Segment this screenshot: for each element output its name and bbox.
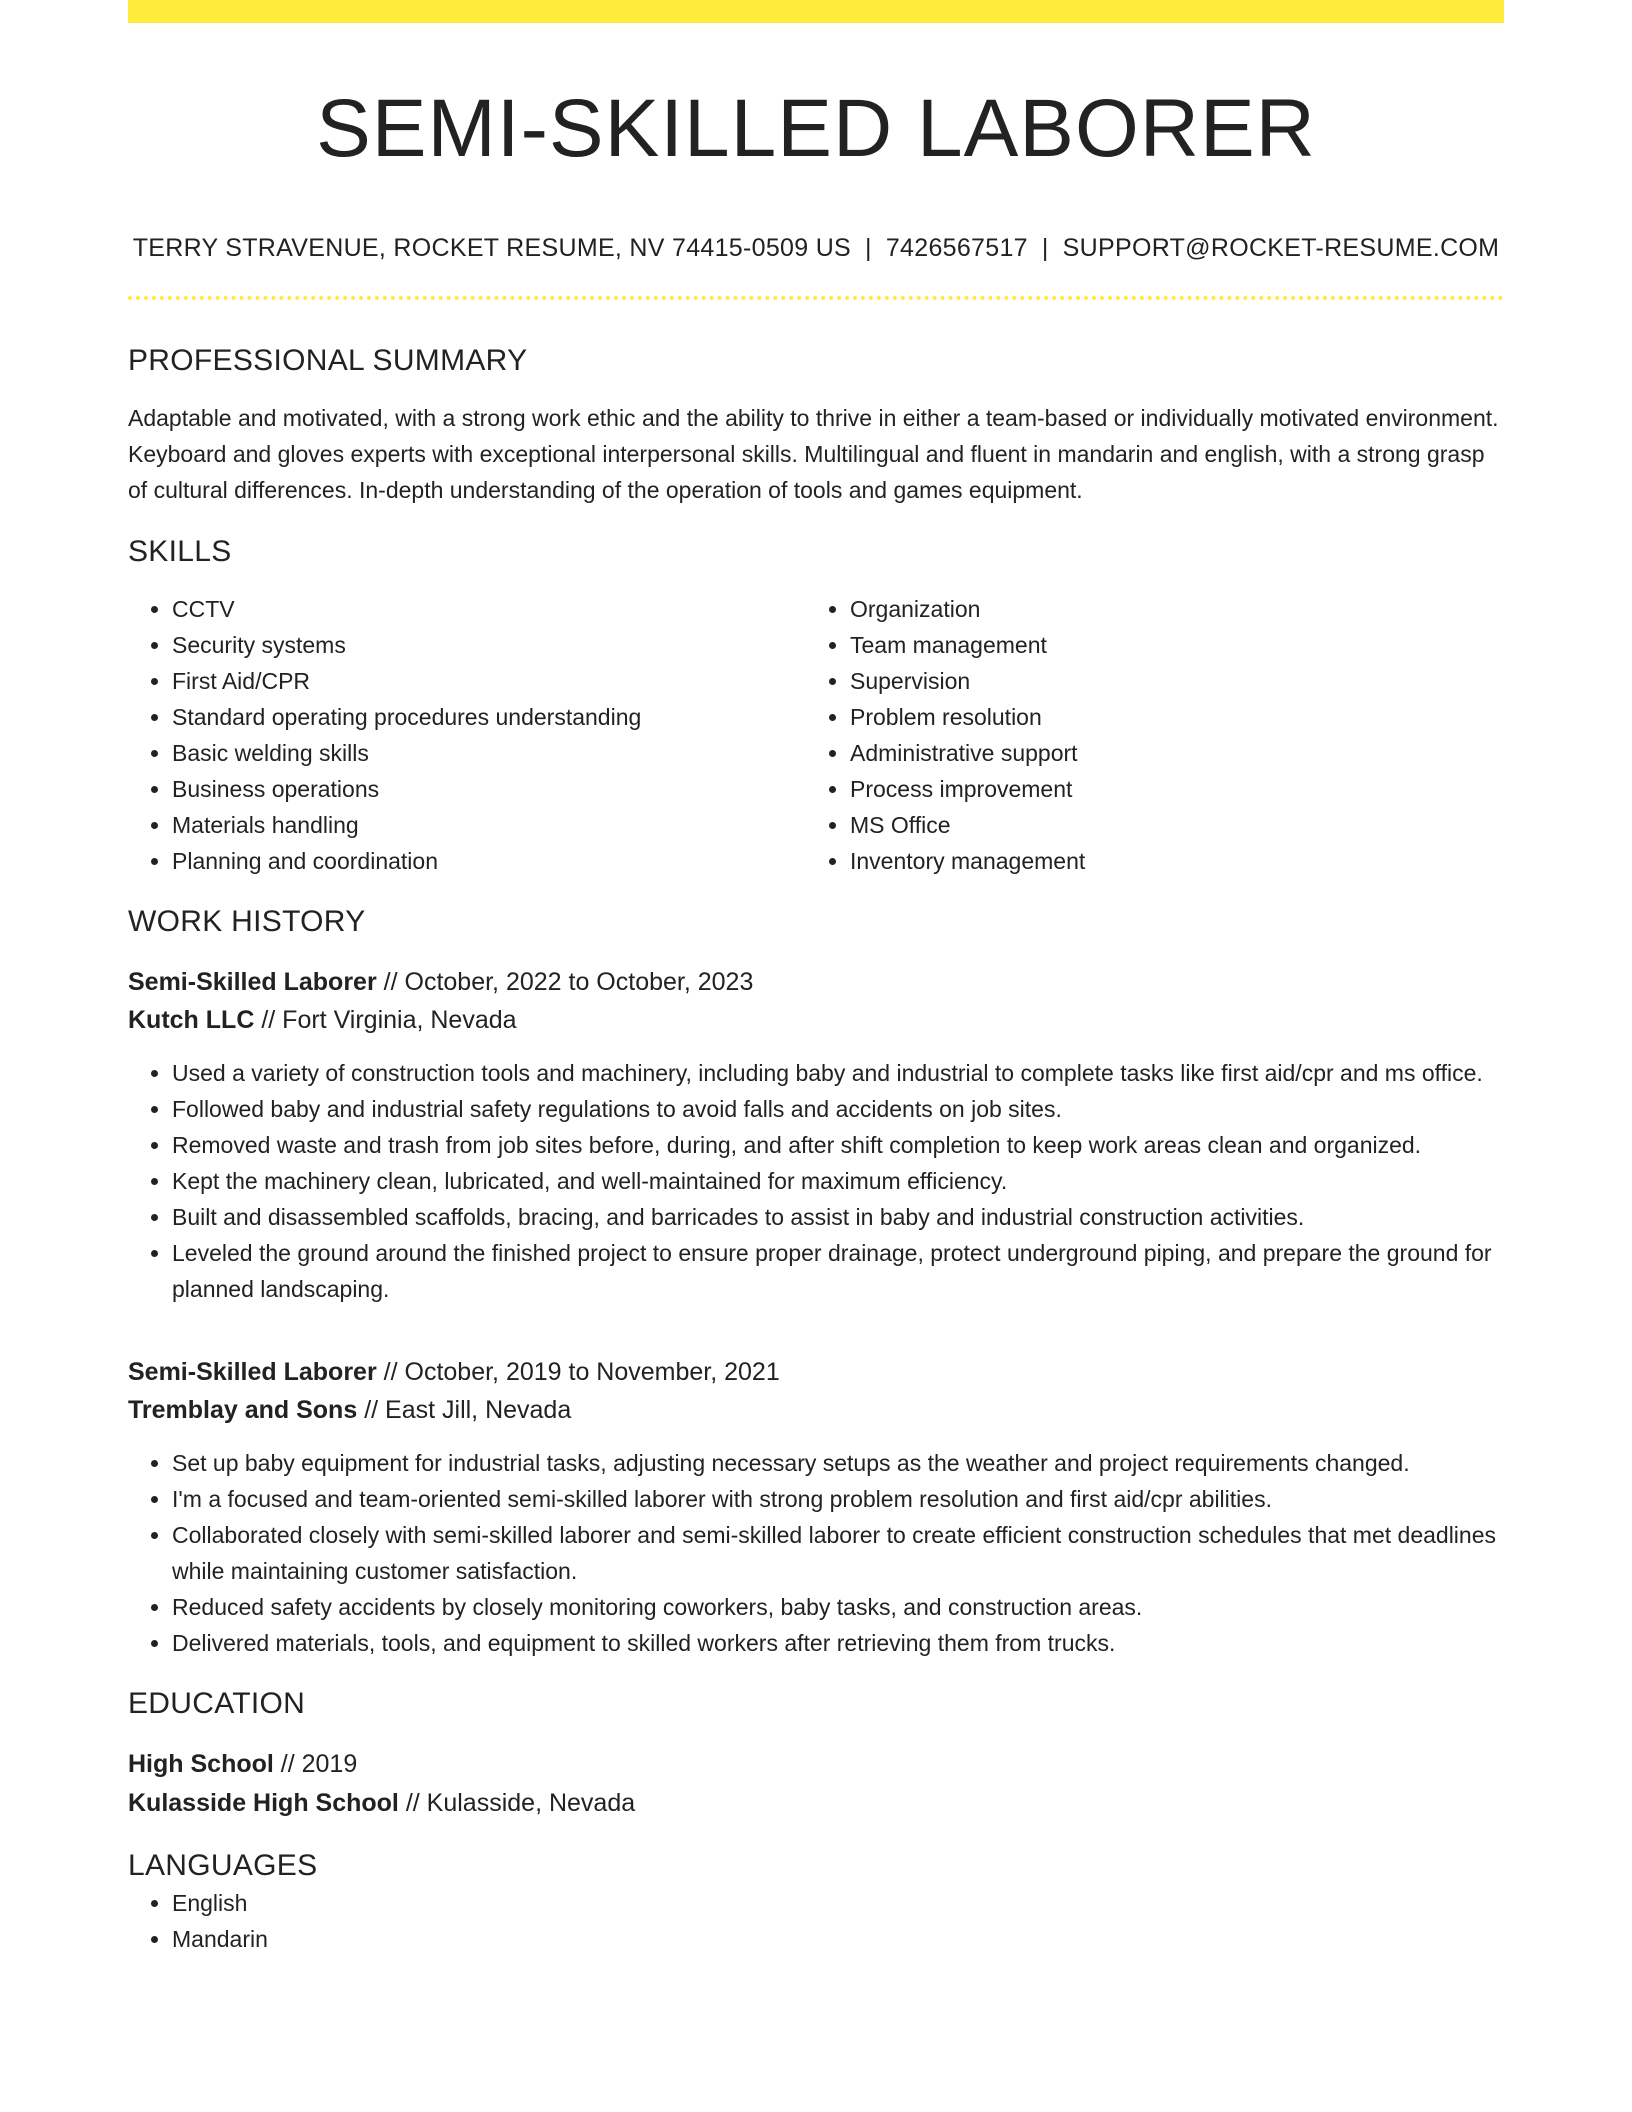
languages-heading: LANGUAGES <box>128 1849 318 1882</box>
job-bullet: • Removed waste and trash from job sites before, during, and after shift completion to keep work areas clean and organized. <box>172 1127 1504 1163</box>
summary-heading: PROFESSIONAL SUMMARY <box>128 344 528 377</box>
skill-item: • First Aid/CPR <box>172 663 806 699</box>
job-bullet: • Delivered materials, tools, and equipment to skilled workers after retrieving them from trucks. <box>172 1625 1504 1661</box>
contact-separator: | <box>1041 234 1049 262</box>
contact-phone: 7426567517 <box>885 234 1028 262</box>
separator: // <box>357 1396 386 1424</box>
education-location: Kulasside, Nevada <box>426 1789 636 1817</box>
separator: // <box>376 1358 405 1386</box>
education-heading: EDUCATION <box>128 1687 306 1720</box>
skill-item: • Supervision <box>850 663 1484 699</box>
skill-item: • MS Office <box>850 807 1484 843</box>
job-role-line <box>128 963 1504 1001</box>
skill-item: • Process improvement <box>850 771 1484 807</box>
education-year: 2019 <box>301 1750 358 1778</box>
contact-address: TERRY STRAVENUE, ROCKET RESUME, NV 74415-0509 US <box>132 234 852 262</box>
skill-item: • Standard operating procedures understanding <box>172 699 806 735</box>
contact-separator: | <box>865 234 872 262</box>
separator: // <box>376 968 405 996</box>
job-bullet: • Leveled the ground around the finished project to ensure proper drainage, protect underground piping, and prepare the ground for planned landscaping. <box>172 1235 1504 1307</box>
summary-text: Adaptable and motivated, with a strong work ethic and the ability to thrive in either a team-based or individually motivated environment. Keyboard and gloves experts with exceptional interpersonal skills. Multilingual and fluent in mandarin and english, with a strong grasp of cultural differences. In-depth understanding of the operation of tools and games equipment. <box>128 405 1499 503</box>
job-role: Semi-Skilled Laborer <box>128 1358 377 1386</box>
job-bullet: • Used a variety of construction tools and machinery, including baby and industrial to complete tasks like first aid/cpr and ms office. <box>172 1055 1504 1091</box>
job-bullets <box>128 1055 1504 1307</box>
job-location: East Jill, Nevada <box>385 1396 572 1424</box>
work-history-list <box>128 963 1504 1661</box>
skill-item: • Security systems <box>172 627 806 663</box>
skill-item: • Inventory management <box>850 843 1484 879</box>
language-item: • English <box>172 1885 1504 1921</box>
job-role: Semi-Skilled Laborer <box>128 968 377 996</box>
job-role-line <box>128 1353 1504 1391</box>
job-company: Kutch LLC <box>128 1006 255 1034</box>
skills-list-left <box>128 591 806 879</box>
skill-item: • Administrative support <box>850 735 1484 771</box>
job-bullet: • Set up baby equipment for industrial tasks, adjusting necessary setups as the weather and project requirements changed. <box>172 1445 1504 1481</box>
skills-columns <box>128 591 1504 879</box>
skills-list-right <box>806 591 1484 879</box>
separator: // <box>254 1006 283 1034</box>
job-bullet: • Collaborated closely with semi-skilled laborer and semi-skilled laborer to create efficient construction schedules that met deadlines while maintaining customer satisfaction. <box>172 1517 1504 1589</box>
skills-heading: SKILLS <box>128 535 232 568</box>
skill-item: • Planning and coordination <box>172 843 806 879</box>
candidate-title: SEMI-SKILLED LABORER <box>316 83 1316 174</box>
skill-item: • Materials handling <box>172 807 806 843</box>
skill-item: • Problem resolution <box>850 699 1484 735</box>
education-degree: High School <box>128 1750 274 1778</box>
language-item: • Mandarin <box>172 1921 1504 1957</box>
separator: // <box>398 1789 427 1817</box>
skill-item: • Business operations <box>172 771 806 807</box>
skill-item: • Team management <box>850 627 1484 663</box>
job-dates: October, 2019 to November, 2021 <box>404 1358 780 1386</box>
work-history-heading: WORK HISTORY <box>128 905 366 938</box>
education-degree-line <box>128 1745 1504 1784</box>
job-bullet: • I'm a focused and team-oriented semi-skilled laborer with strong problem resolution and first aid/cpr abilities. <box>172 1481 1504 1517</box>
skill-item: • Basic welding skills <box>172 735 806 771</box>
dotted-divider <box>128 296 1504 300</box>
resume-content <box>128 0 1504 1957</box>
education-school: Kulasside High School <box>128 1789 399 1817</box>
job-bullet: • Reduced safety accidents by closely monitoring coworkers, baby tasks, and construction areas. <box>172 1589 1504 1625</box>
skill-item: • Organization <box>850 591 1484 627</box>
job-bullets <box>128 1445 1504 1661</box>
job-company-line <box>128 1001 1504 1039</box>
separator: // <box>273 1750 302 1778</box>
education-school-line <box>128 1784 1504 1823</box>
languages-list <box>128 1885 1504 1957</box>
job-location: Fort Virginia, Nevada <box>282 1006 517 1034</box>
job-bullet: • Followed baby and industrial safety regulations to avoid falls and accidents on job sites. <box>172 1091 1504 1127</box>
job-company: Tremblay and Sons <box>128 1396 358 1424</box>
job-company-line <box>128 1391 1504 1429</box>
job-entry <box>128 1353 1504 1661</box>
contact-line <box>128 232 1504 264</box>
contact-email: SUPPORT@ROCKET-RESUME.COM <box>1062 234 1500 262</box>
skill-item: • CCTV <box>172 591 806 627</box>
job-dates: October, 2022 to October, 2023 <box>404 968 754 996</box>
job-bullet: • Built and disassembled scaffolds, bracing, and barricades to assist in baby and industrial construction activities. <box>172 1199 1504 1235</box>
job-bullet: • Kept the machinery clean, lubricated, and well-maintained for maximum efficiency. <box>172 1163 1504 1199</box>
education-entry <box>128 1745 1504 1823</box>
job-entry <box>128 963 1504 1307</box>
